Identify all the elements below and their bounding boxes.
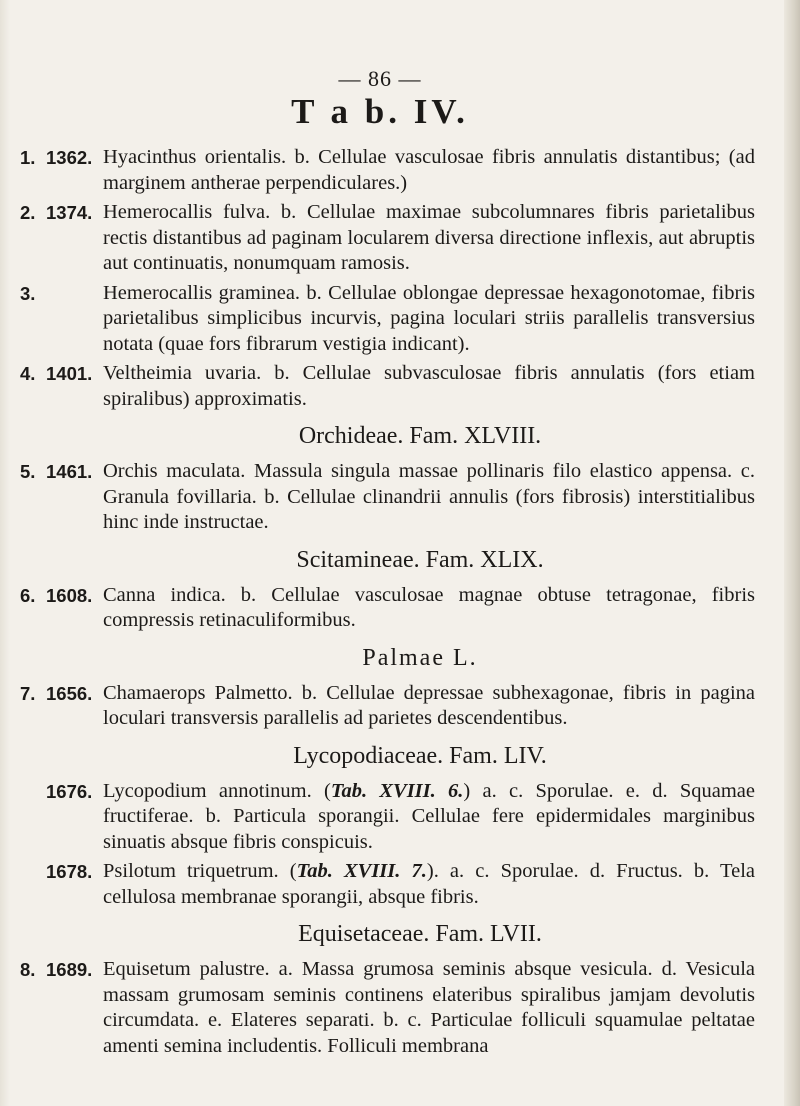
entry-number — [20, 779, 46, 856]
family-heading-lycopodiaceae: Lycopodiaceae. Fam. LIV. — [293, 742, 547, 769]
entry-text-end: ). a. c. Sporulae. d. Fructus. b. Tela cellulosa membranae sporangii, absque fibris. — [103, 860, 755, 908]
entry-2 — [0, 200, 800, 277]
family-heading-orchideae: Orchideae. Fam. XLVIII. — [298, 423, 542, 449]
entry-reference: 1461. — [46, 461, 93, 482]
entry-number: 3. — [20, 282, 36, 304]
plate-reference: Tab. XVIII. 7. — [296, 860, 427, 882]
entry-reference: 1678. — [46, 861, 93, 882]
entry-text: Hemerocallis fulva. b. Cellulae maximae subcolumnares fibris parietalibus rectis distantibus ad paginam locularem diversa directione inflexis, aut abruptis aut continuatis, nonumquam ramosis. — [103, 201, 755, 274]
plate-explanation — [0, 145, 800, 1063]
entry-5 — [0, 459, 800, 536]
entry-text: Orchis maculata. Massula singula massae pollinaris filo elastico appensa. c. Granula fovillaria. b. Cellulae clinandrii annulis (fors fibrosis) interstitialibus hinc inde instructae. — [103, 460, 755, 533]
entry-reference: 1689. — [46, 959, 93, 980]
entry-text: Chamaerops Palmetto. b. Cellulae depressae subhexagonae, fibris in pagina loculari transversis parallelis ad parietes descendentibus. — [103, 681, 755, 729]
entry-psilotum — [0, 859, 800, 910]
family-heading-scitamineae: Scitamineae. Fam. XLIX. — [296, 546, 544, 573]
entry-number: 7. — [20, 682, 36, 704]
entry-lycopodium — [0, 779, 800, 856]
entry-reference: 1608. — [46, 584, 93, 606]
entry-reference: 1401. — [46, 363, 93, 384]
plate-reference: Tab. XVIII. 6. — [330, 779, 464, 802]
family-heading-palmae: Palmae L. — [362, 644, 478, 671]
entry-text: Hemerocallis graminea. b. Cellulae oblongae depressae hexagonotomae, fibris parietalibus simplicibus incurvis, pagina loculari striis parallelis transversius notata (quae fors fibrarum vestigia indicant). — [103, 281, 755, 355]
entry-number: 1. — [20, 147, 36, 168]
entry-reference: 1656. — [46, 682, 93, 704]
entry-text-end: ) a. c. Sporulae. e. d. Squamae fructiferae. b. Particula sporangii. Cellulae fere epidermidales marginibus sinuatis absque fibris conspicuis. — [103, 779, 755, 853]
family-heading-equisetaceae: Equisetaceae. Fam. LVII. — [298, 921, 542, 947]
entry-text: Hyacinthus orientalis. b. Cellulae vasculosae fibris annulatis distantibus; (ad marginem antherae perpendiculares.) — [103, 146, 755, 194]
entry-4 — [0, 361, 800, 412]
entry-reference: 1676. — [46, 780, 93, 802]
entry-6 — [0, 583, 800, 634]
entry-reference — [46, 281, 103, 358]
entry-number: 2. — [20, 202, 36, 223]
entry-text — [103, 779, 755, 856]
entry-reference: 1362. — [46, 147, 93, 168]
entry-number — [20, 859, 46, 910]
entry-8 — [0, 957, 800, 1059]
entry-text-start: Lycopodium annotinum. ( — [103, 779, 331, 802]
page-title: T a b. IV. — [291, 92, 469, 131]
entry-reference: 1374. — [46, 202, 93, 223]
entry-1 — [0, 145, 800, 196]
entry-number: 8. — [20, 959, 36, 980]
entry-text: Equisetum palustre. a. Massa grumosa seminis absque vesicula. d. Vesicula massam grumosam seminis continens elateribus spiralibus jamjam devolutis circumdata. e. Elateres separati. b. c. Particulae folliculi squamulae peltatae amenti semina includentis. Folliculi membrana — [103, 958, 755, 1057]
entry-number: 5. — [20, 461, 36, 482]
entry-text-start: Psilotum triquetrum. ( — [103, 860, 297, 882]
entry-number: 6. — [20, 584, 36, 606]
entry-text: Canna indica. b. Cellulae vasculosae magnae obtuse tetragonae, fibris compressis retinaculiformibus. — [103, 583, 755, 631]
entry-number: 4. — [20, 363, 36, 384]
entry-3 — [0, 281, 800, 358]
entry-text: Veltheimia uvaria. b. Cellulae subvasculosae fibris annulatis (fors etiam spiralibus) approximatis. — [103, 362, 755, 410]
entry-7 — [0, 681, 800, 732]
entry-text — [103, 859, 755, 910]
page-number: — 86 — — [338, 66, 422, 91]
